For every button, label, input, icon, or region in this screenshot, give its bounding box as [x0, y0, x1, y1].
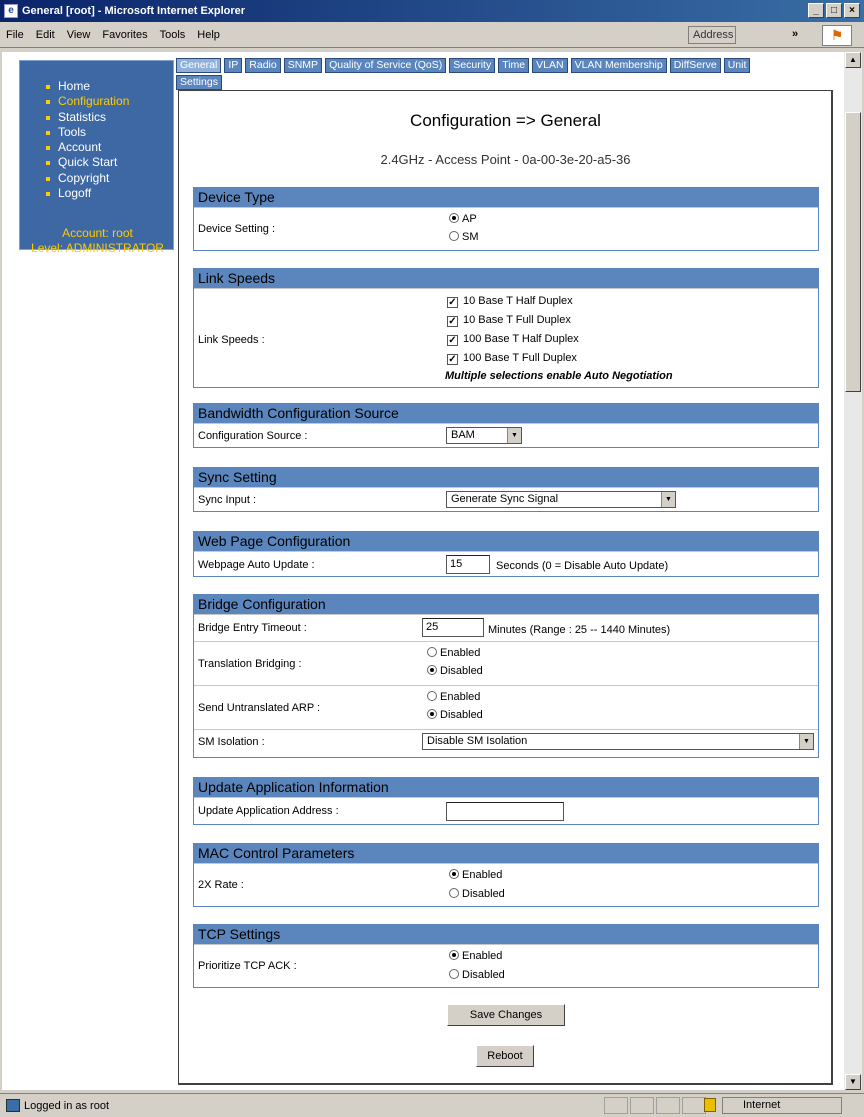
configuration-source-value: BAM	[451, 429, 475, 441]
tab-unit[interactable]: Unit	[724, 58, 751, 73]
menu-favorites[interactable]: Favorites	[102, 28, 148, 41]
tcp-settings-section	[193, 924, 819, 988]
radio-2x-rate-disabled[interactable]	[449, 888, 459, 898]
2x-rate-enabled-label: Enabled	[462, 869, 503, 881]
sidebar-item-account[interactable]: Account	[46, 140, 173, 155]
device-ap-option[interactable]	[449, 213, 477, 225]
tab-radio[interactable]: Radio	[245, 58, 280, 73]
section-header: Device Type	[194, 188, 818, 207]
sidebar-item-logoff[interactable]: Logoff	[46, 186, 173, 201]
tab-snmp[interactable]: SNMP	[284, 58, 322, 73]
webpage-auto-update-hint: Seconds (0 = Disable Auto Update)	[496, 560, 669, 572]
webpage-auto-update-input[interactable]: 15	[446, 555, 490, 574]
tab-vlan-membership[interactable]: VLAN Membership	[571, 58, 667, 73]
link-100-half-option[interactable]	[447, 333, 579, 346]
tcp-ack-disabled-option[interactable]	[449, 969, 505, 981]
device-setting-label: Device Setting :	[198, 223, 276, 235]
bridge-timeout-input[interactable]: 25	[422, 618, 484, 637]
radio-translation-enabled[interactable]	[427, 647, 437, 657]
sidebar-item-configuration[interactable]: Configuration	[46, 94, 173, 109]
checkbox-10-full[interactable]: ✓	[448, 316, 457, 327]
arp-disabled-label: Disabled	[440, 709, 483, 721]
windows-logo-icon: ⚑	[822, 25, 852, 46]
config-tabs	[176, 58, 836, 92]
bandwidth-section	[193, 403, 819, 448]
title-bar	[0, 0, 864, 22]
radio-2x-rate-enabled[interactable]	[449, 869, 459, 879]
tcp-ack-disabled-label: Disabled	[462, 969, 505, 981]
chevron-down-icon: ▼	[799, 734, 813, 749]
configuration-source-select[interactable]	[446, 427, 522, 444]
update-app-section	[193, 777, 819, 825]
checkbox-100-full[interactable]: ✓	[448, 354, 457, 365]
2x-rate-disabled-option[interactable]	[449, 888, 505, 900]
sm-isolation-select[interactable]	[422, 733, 814, 750]
page-viewport	[2, 52, 844, 1090]
radio-translation-disabled[interactable]	[427, 665, 437, 675]
close-button[interactable]: ×	[844, 3, 860, 18]
section-header: MAC Control Parameters	[194, 844, 818, 863]
page-title: Configuration => General	[410, 111, 601, 130]
translation-disabled-option[interactable]	[427, 665, 483, 677]
radio-arp-disabled[interactable]	[427, 709, 437, 719]
untranslated-arp-label: Send Untranslated ARP :	[198, 702, 321, 714]
translation-enabled-option[interactable]	[427, 647, 480, 659]
configuration-source-label: Configuration Source :	[198, 430, 308, 442]
config-panel	[178, 90, 833, 1085]
vertical-scrollbar[interactable]	[844, 52, 862, 1090]
arp-enabled-option[interactable]	[427, 691, 480, 703]
maximize-button[interactable]: □	[826, 3, 842, 18]
sm-isolation-label: SM Isolation :	[198, 736, 265, 748]
bridge-timeout-hint: Minutes (Range : 25 -- 1440 Minutes)	[488, 624, 671, 636]
section-header: Web Page Configuration	[194, 532, 818, 551]
webpage-section	[193, 531, 819, 577]
device-type-section	[193, 187, 819, 251]
menu-file[interactable]: File	[6, 28, 24, 41]
save-changes-button[interactable]: Save Changes	[447, 1004, 565, 1026]
checkbox-100-half[interactable]: ✓	[448, 335, 457, 346]
tab-security[interactable]: Security	[449, 58, 495, 73]
chevron-down-icon: ▼	[661, 492, 675, 507]
status-bar	[0, 1093, 864, 1117]
tab-ip[interactable]: IP	[224, 58, 242, 73]
account-info	[20, 226, 175, 256]
tcp-ack-enabled-option[interactable]	[449, 950, 502, 962]
update-app-address-input[interactable]	[446, 802, 564, 821]
section-header: Link Speeds	[194, 269, 818, 288]
tab-qos[interactable]: Quality of Service (QoS)	[325, 58, 446, 73]
page-icon	[6, 1099, 20, 1112]
tcp-ack-enabled-label: Enabled	[462, 950, 503, 962]
arp-disabled-option[interactable]	[427, 709, 483, 721]
lock-icon	[704, 1098, 716, 1112]
section-header: Bridge Configuration	[194, 595, 818, 614]
sidebar-item-tools[interactable]: Tools	[46, 125, 173, 140]
link-100-half-label: 100 Base T Half Duplex	[463, 333, 579, 345]
tab-time[interactable]: Time	[498, 58, 529, 73]
internet-zone: Internet	[722, 1097, 842, 1114]
radio-sm[interactable]	[449, 231, 459, 241]
tab-general[interactable]: General	[176, 58, 221, 73]
radio-arp-enabled[interactable]	[427, 691, 437, 701]
account-name: Account: root	[62, 226, 133, 240]
sidebar-item-copyright[interactable]: Copyright	[46, 171, 173, 186]
radio-tcp-ack-enabled[interactable]	[449, 950, 459, 960]
sidebar-item-quick-start[interactable]: Quick Start	[46, 155, 173, 170]
device-sm-option[interactable]	[449, 231, 479, 243]
scroll-up-icon[interactable]: ▲	[845, 52, 861, 68]
window-title: General [root] - Microsoft Internet Explorer	[22, 5, 246, 17]
translation-bridging-label: Translation Bridging :	[198, 658, 302, 670]
arp-enabled-label: Enabled	[440, 691, 481, 703]
menu-tools[interactable]: Tools	[159, 28, 186, 41]
prioritize-tcp-ack-label: Prioritize TCP ACK :	[198, 960, 297, 972]
link-10-half-option[interactable]	[447, 295, 573, 308]
radio-tcp-ack-disabled[interactable]	[449, 969, 459, 979]
link-100-full-option[interactable]	[447, 352, 577, 365]
translation-disabled-label: Disabled	[440, 665, 483, 677]
bridge-timeout-label: Bridge Entry Timeout :	[198, 622, 307, 634]
sidebar-item-home[interactable]: Home	[46, 79, 173, 94]
2x-rate-disabled-label: Disabled	[462, 888, 505, 900]
menu-help[interactable]: Help	[197, 28, 220, 41]
sidebar-nav	[19, 60, 174, 255]
link-100-full-label: 100 Base T Full Duplex	[463, 352, 577, 364]
section-header: TCP Settings	[194, 925, 818, 944]
sync-section	[193, 467, 819, 512]
sync-input-select[interactable]	[446, 491, 676, 508]
menu-view[interactable]: View	[66, 28, 91, 41]
section-header: Update Application Information	[194, 778, 818, 797]
bridge-section	[193, 594, 819, 758]
tab-diffserve[interactable]: DiffServe	[670, 58, 721, 73]
page-subtitle: 2.4GHz - Access Point - 0a-00-3e-20-a5-36	[380, 152, 631, 167]
ap-label: AP	[462, 213, 477, 225]
tab-vlan[interactable]: VLAN	[532, 58, 567, 73]
sm-label: SM	[462, 231, 479, 243]
chevron-down-icon: ▼	[507, 428, 521, 443]
minimize-button[interactable]: _	[808, 3, 824, 18]
status-cells	[604, 1097, 706, 1114]
webpage-auto-update-label: Webpage Auto Update :	[198, 559, 315, 571]
toolbar-chevron[interactable]: »	[792, 28, 799, 40]
status-text: Logged in as root	[24, 1099, 110, 1112]
link-10-half-label: 10 Base T Half Duplex	[463, 295, 573, 307]
sync-input-value: Generate Sync Signal	[451, 493, 559, 505]
auto-negotiation-note: Multiple selections enable Auto Negotiation	[445, 370, 673, 382]
link-speeds-section	[193, 268, 819, 388]
scroll-thumb[interactable]	[845, 112, 861, 392]
tab-unit-settings[interactable]: Settings	[176, 75, 222, 90]
menu-edit[interactable]: Edit	[35, 28, 55, 41]
scroll-down-icon[interactable]: ▼	[845, 1074, 861, 1090]
2x-rate-label: 2X Rate :	[198, 879, 244, 891]
reboot-button[interactable]: Reboot	[476, 1045, 534, 1067]
mac-control-section	[193, 843, 819, 907]
account-level: Level: ADMINISTRATOR	[31, 241, 164, 255]
update-app-address-label: Update Application Address :	[198, 805, 339, 817]
checkbox-10-half[interactable]: ✓	[448, 297, 457, 308]
sm-isolation-value: Disable SM Isolation	[427, 735, 528, 747]
address-label[interactable]: Address	[688, 26, 736, 44]
radio-ap[interactable]	[449, 213, 459, 223]
link-10-full-option[interactable]	[447, 314, 571, 327]
2x-rate-enabled-option[interactable]	[449, 869, 502, 881]
link-speeds-label: Link Speeds :	[198, 334, 265, 346]
sidebar-item-statistics[interactable]: Statistics	[46, 110, 173, 125]
link-10-full-label: 10 Base T Full Duplex	[463, 314, 571, 326]
translation-enabled-label: Enabled	[440, 647, 481, 659]
section-header: Sync Setting	[194, 468, 818, 487]
section-header: Bandwidth Configuration Source	[194, 404, 818, 423]
sync-input-label: Sync Input :	[198, 494, 257, 506]
ie-icon: e	[4, 4, 18, 18]
